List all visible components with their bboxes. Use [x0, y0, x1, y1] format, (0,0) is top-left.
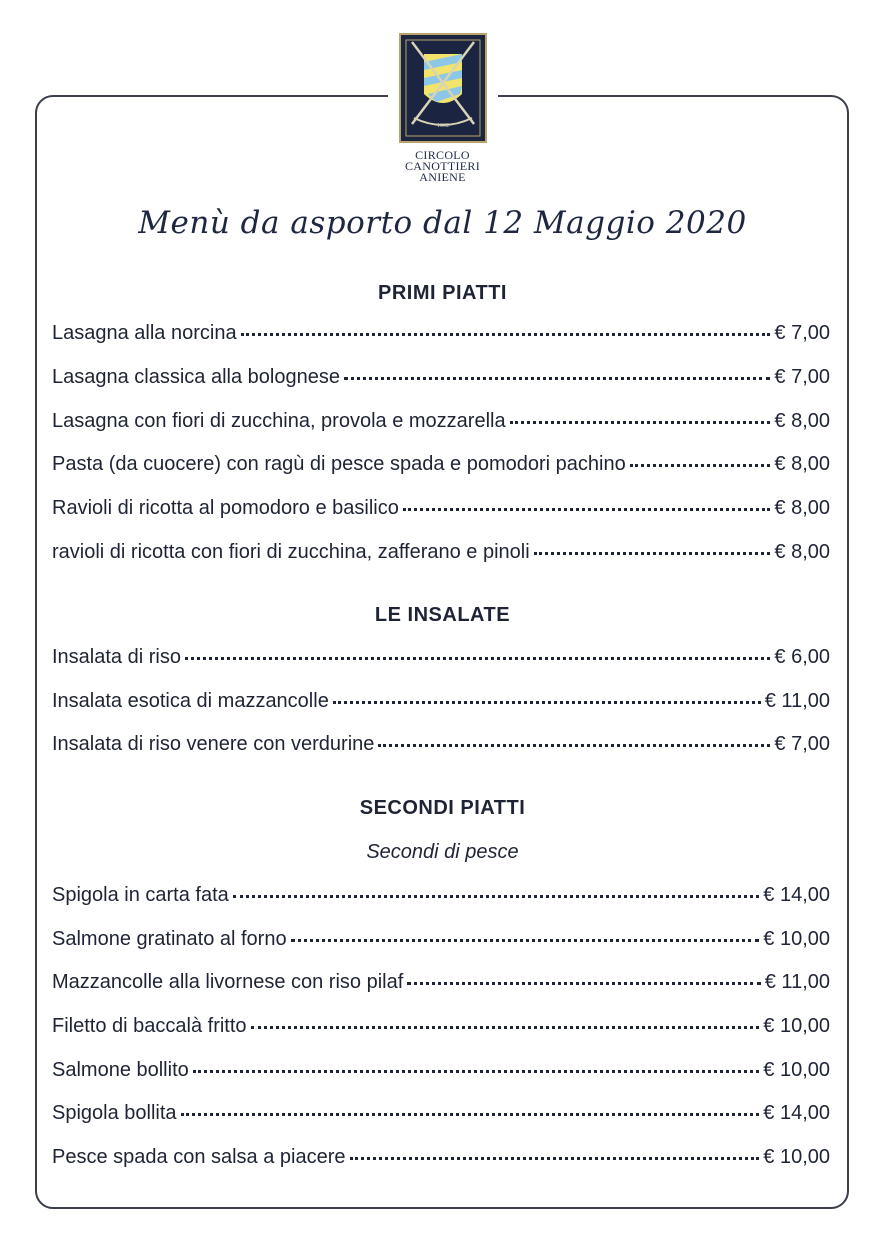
leader-dots [344, 377, 770, 380]
item-price: € 14,00 [763, 884, 830, 906]
menu-item [52, 453, 830, 481]
item-name: Filetto di baccalà fritto [52, 1015, 247, 1037]
leader-dots [534, 552, 771, 555]
leader-dots [378, 744, 770, 747]
menu-item [52, 410, 830, 438]
item-price: € 8,00 [774, 497, 830, 519]
menu-item [52, 1015, 830, 1043]
menu-item [52, 690, 830, 718]
item-name: Spigola in carta fata [52, 884, 229, 906]
item-price: € 8,00 [774, 453, 830, 475]
item-name: Lasagna classica alla bolognese [52, 366, 340, 388]
leader-dots [403, 508, 771, 511]
leader-dots [350, 1157, 760, 1160]
item-price: € 10,00 [763, 1015, 830, 1037]
menu-item [52, 541, 830, 569]
item-name: Lasagna con fiori di zucchina, provola e mozzarella [52, 410, 506, 432]
menu-item [52, 497, 830, 525]
leader-dots [630, 464, 771, 467]
item-price: € 14,00 [763, 1102, 830, 1124]
menu-item [52, 366, 830, 394]
leader-dots [193, 1070, 760, 1073]
item-name: Pasta (da cuocere) con ragù di pesce spada e pomodori pachino [52, 453, 626, 475]
item-price: € 8,00 [774, 541, 830, 563]
item-price: € 6,00 [774, 646, 830, 668]
leader-dots [233, 895, 759, 898]
menu-item [52, 884, 830, 912]
menu-item [52, 1146, 830, 1174]
club-logo [395, 32, 490, 192]
item-name: Lasagna alla norcina [52, 322, 237, 344]
item-name: Spigola bollita [52, 1102, 177, 1124]
item-name: Insalata esotica di mazzancolle [52, 690, 329, 712]
menu-item [52, 1059, 830, 1087]
item-price: € 8,00 [774, 410, 830, 432]
logo-line-3: ANIENE [419, 170, 466, 184]
leader-dots [185, 657, 770, 660]
item-name: Ravioli di ricotta al pomodoro e basilico [52, 497, 399, 519]
section-heading-insalate: LE INSALATE [374, 604, 511, 626]
item-price: € 11,00 [764, 971, 830, 993]
item-name: ravioli di ricotta con fiori di zucchina, zafferano e pinoli [52, 541, 530, 563]
item-price: € 11,00 [764, 690, 830, 712]
section-heading-secondi: SECONDI PIATTI [359, 797, 526, 819]
item-price: € 10,00 [763, 1059, 830, 1081]
item-price: € 7,00 [774, 366, 830, 388]
menu-item [52, 646, 830, 674]
menu-item [52, 733, 830, 761]
menu-title: Menù da asporto dal 12 Maggio 2020 [138, 205, 747, 241]
crest-icon [398, 32, 488, 144]
menu-item [52, 322, 830, 350]
menu-item [52, 971, 830, 999]
item-name: Insalata di riso venere con verdurine [52, 733, 375, 755]
item-price: € 10,00 [763, 1146, 830, 1168]
item-price: € 7,00 [774, 322, 830, 344]
menu-item [52, 928, 830, 956]
item-name: Salmone gratinato al forno [52, 928, 287, 950]
item-name: Pesce spada con salsa a piacere [52, 1146, 346, 1168]
leader-dots [291, 939, 760, 942]
leader-dots [241, 333, 771, 336]
logo-line-2: CANOTTIERI [405, 159, 480, 173]
item-name: Salmone bollito [52, 1059, 189, 1081]
menu-item [52, 1102, 830, 1130]
logo-line-1: CIRCOLO [415, 148, 470, 162]
leader-dots [510, 421, 771, 424]
svg-text:1892: 1892 [436, 123, 449, 129]
leader-dots [407, 982, 760, 985]
item-price: € 10,00 [763, 928, 830, 950]
subsection-heading: Secondi di pesce [366, 841, 519, 863]
item-price: € 7,00 [774, 733, 830, 755]
leader-dots [181, 1113, 760, 1116]
leader-dots [333, 701, 761, 704]
leader-dots [251, 1026, 760, 1029]
section-heading-primi: PRIMI PIATTI [378, 282, 507, 304]
item-name: Insalata di riso [52, 646, 181, 668]
item-name: Mazzancolle alla livornese con riso pilaf [52, 971, 404, 993]
